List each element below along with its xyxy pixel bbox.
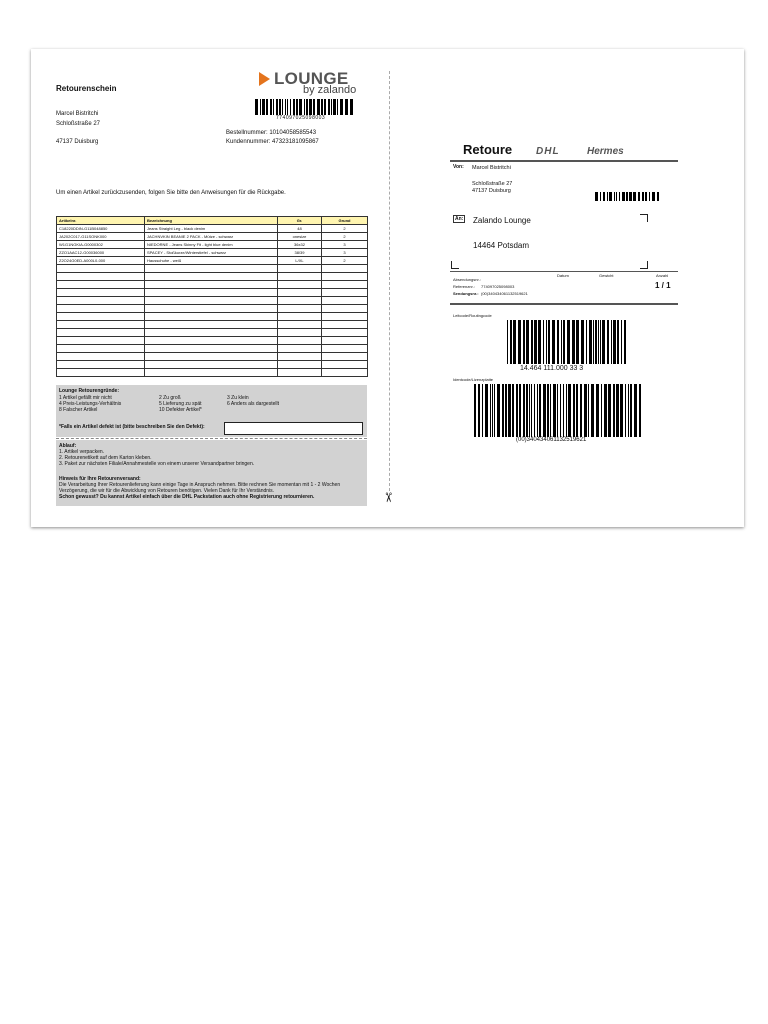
- table-cell: [57, 353, 145, 361]
- identcode-label: Identcode/Lizenzplatte: [453, 377, 494, 382]
- table-cell: 2: [322, 257, 368, 265]
- gewicht-label: Gewicht: [599, 273, 614, 278]
- table-cell: [322, 297, 368, 305]
- table-cell: L/XL: [278, 257, 322, 265]
- defect-input[interactable]: [224, 422, 363, 435]
- table-cell: [145, 281, 278, 289]
- step-1: 1. Artikel verpacken.: [59, 449, 105, 455]
- hint-line-3: Schon gewusst? Du kannst Artikel einfach über die DHL Packstation auch ohne Registrierung retournieren.: [59, 494, 315, 500]
- table-cell: [57, 313, 145, 321]
- label-rule-2: [450, 303, 678, 305]
- table-cell: [278, 369, 322, 377]
- reason-item: 8 Falscher Artikel: [59, 407, 98, 413]
- customer-street: Schloßstraße 27: [56, 121, 101, 127]
- items-table-wrap: [56, 216, 368, 377]
- address-corner-tr: [640, 214, 648, 222]
- table-row: [57, 289, 368, 297]
- table-row: [57, 281, 368, 289]
- slip-title: Retourenschein: [56, 84, 117, 93]
- table-cell: [57, 265, 145, 273]
- table-row: [57, 369, 368, 377]
- table-cell: [57, 281, 145, 289]
- barcode-gap: [659, 192, 660, 201]
- table-cell: [278, 273, 322, 281]
- table-cell: [322, 321, 368, 329]
- to-name: Zalando Lounge: [473, 216, 531, 225]
- table-row: [57, 329, 368, 337]
- table-cell: [145, 321, 278, 329]
- referenz-value: 774097025098003: [481, 284, 515, 289]
- reason-item: 2 Zu groß: [159, 395, 181, 401]
- order-barcode-number: 774097025098003: [276, 115, 326, 121]
- barcode-gap: [353, 99, 355, 115]
- table-cell: [57, 329, 145, 337]
- table-cell: ZZO1AAC12-G00036000: [57, 249, 145, 257]
- table-cell: [322, 273, 368, 281]
- retoure-title: Retoure: [463, 142, 513, 157]
- reason-item: 3 Zu klein: [227, 395, 249, 401]
- table-cell: 48: [278, 225, 322, 233]
- hint-title: Hinweis für Ihre Retourenversand:: [59, 476, 141, 482]
- anzahl-label: Anzahl: [656, 273, 669, 278]
- step-3: 3. Paket zur nächsten Filiale/Annahmestelle von einem unserer Versandpartner bringen.: [59, 461, 255, 467]
- table-row: [57, 257, 368, 265]
- table-cell: [57, 297, 145, 305]
- identcode-barcode: [474, 384, 645, 437]
- table-cell: [57, 289, 145, 297]
- table-cell: [278, 281, 322, 289]
- order-number: Bestellnummer: 10104058585543: [226, 130, 317, 136]
- table-row: [57, 353, 368, 361]
- table-cell: [322, 281, 368, 289]
- table-cell: [278, 305, 322, 313]
- reason-item: 6 Anders als dargestellt: [227, 401, 279, 407]
- table-row: [57, 305, 368, 313]
- table-cell: 2: [322, 233, 368, 241]
- address-corner-bl: [451, 261, 459, 269]
- header-article: Artikelnr.: [57, 217, 145, 225]
- table-cell: [145, 289, 278, 297]
- sendung-label: Sendungsnr.:: [453, 291, 479, 296]
- reasons-box: [56, 385, 367, 437]
- sendung-value: (00)340434061132519621: [481, 291, 528, 296]
- barcode-gap: [641, 384, 643, 437]
- identcode-number: (00)340434061132519621: [516, 437, 587, 443]
- address-corner-br: [640, 261, 648, 269]
- table-cell: Jeans Straight Leg - black denim: [145, 225, 278, 233]
- table-row: [57, 321, 368, 329]
- to-city: 14464 Potsdam: [473, 241, 530, 250]
- table-cell: JA202C017-G11SONK000: [57, 233, 145, 241]
- steps-title: Ablauf:: [59, 443, 77, 449]
- table-cell: [278, 345, 322, 353]
- customer-city: 47137 Duisburg: [56, 139, 99, 145]
- reason-item: 5 Lieferung zu spät: [159, 401, 202, 407]
- table-cell: [145, 265, 278, 273]
- table-cell: [57, 369, 145, 377]
- table-row: [57, 265, 368, 273]
- table-cell: [145, 305, 278, 313]
- divider: [56, 438, 367, 439]
- table-cell: [322, 305, 368, 313]
- step-2: 2. Retourenetikett auf dem Karton kleben.: [59, 455, 152, 461]
- from-street: Schloßstraße 27: [472, 181, 513, 187]
- table-row: [57, 225, 368, 233]
- datum-label: Datum: [557, 273, 569, 278]
- table-cell: [322, 265, 368, 273]
- table-cell: [145, 337, 278, 345]
- table-cell: [145, 345, 278, 353]
- logo-word: LOUNGE: [274, 69, 349, 88]
- reason-item: 10 Defekter Artikel*: [159, 407, 202, 413]
- instructions-text: Um einen Artikel zurückzusenden, folgen Sie bitte den Anweisungen für die Rückgabe.: [56, 190, 286, 196]
- table-cell: onesize: [278, 233, 322, 241]
- header-description: Bezeichnung: [145, 217, 278, 225]
- table-cell: 2: [322, 225, 368, 233]
- table-cell: JACHNVKIN BEANIE 2 PACK - Mütze - schwarz: [145, 233, 278, 241]
- table-row: [57, 233, 368, 241]
- referenz-label: Referenznr.:: [453, 284, 475, 289]
- table-cell: [145, 297, 278, 305]
- reason-item: 1 Artikel gefällt mir nicht: [59, 395, 112, 401]
- table-row: [57, 345, 368, 353]
- hint-line-1: Die Verarbeitung Ihrer Retourenlieferung kann einige Tage in Anspruch nehmen. Bitte rechnen Sie momentan mit 1 - 2 Wochen: [59, 482, 341, 488]
- defect-label: *Falls ein Artikel defekt ist (bitte beschreiben Sie den Defekt):: [59, 424, 205, 430]
- sender-barcode: [595, 192, 661, 201]
- table-cell: [278, 321, 322, 329]
- table-cell: [322, 329, 368, 337]
- table-cell: Z2O24G0ED-A000L0-000: [57, 257, 145, 265]
- table-cell: NIEDORNE - Jeans Skinny Fit - light blue denim: [145, 241, 278, 249]
- table-cell: [145, 329, 278, 337]
- table-cell: [278, 361, 322, 369]
- table-cell: 3: [322, 249, 368, 257]
- table-cell: [278, 313, 322, 321]
- customer-number: Kundennummer: 47323181095867: [226, 139, 319, 145]
- logo-sub: by zalando: [303, 84, 357, 96]
- table-cell: [322, 361, 368, 369]
- dhl-logo: DHL: [536, 146, 560, 157]
- reasons-title: Lounge Retourengründe:: [59, 388, 119, 394]
- header-reason: Grund: [322, 217, 368, 225]
- table-cell: [322, 345, 368, 353]
- customer-name: Marcel Bistritchi: [56, 111, 99, 117]
- table-cell: C18220DDIN-G11B048850: [57, 225, 145, 233]
- table-cell: W1G1NGKIA-G0000302: [57, 241, 145, 249]
- table-cell: [145, 361, 278, 369]
- table-row: [57, 337, 368, 345]
- order-barcode: [255, 99, 355, 115]
- label-top-rule: [450, 160, 678, 162]
- play-icon: [259, 72, 270, 86]
- from-city: 47137 Duisburg: [472, 188, 511, 194]
- table-cell: [57, 361, 145, 369]
- table-cell: Hausschuhe - weiß: [145, 257, 278, 265]
- hermes-logo: Hermes: [587, 146, 624, 157]
- table-row: [57, 249, 368, 257]
- table-row: [57, 313, 368, 321]
- return-slip-sheet: [31, 49, 744, 527]
- barcode-gap: [626, 320, 627, 364]
- leitcode-number: 14.464 111.000 33 3: [520, 365, 584, 372]
- table-cell: [57, 273, 145, 281]
- items-table: [56, 216, 368, 377]
- table-row: [57, 241, 368, 249]
- cut-line: [389, 71, 390, 491]
- table-cell: [278, 289, 322, 297]
- table-cell: [322, 353, 368, 361]
- anzahl-value: 1 / 1: [655, 281, 671, 290]
- table-cell: [57, 321, 145, 329]
- table-cell: [145, 353, 278, 361]
- to-label: An:: [455, 216, 464, 222]
- table-row: [57, 297, 368, 305]
- hint-line-2: Verzögerung, die wir für die Abwicklung von Retouren benötigen. Vielen Dank für Ihr Verständnis.: [59, 488, 275, 494]
- table-cell: [57, 345, 145, 353]
- leitcode-barcode: [507, 320, 629, 364]
- table-cell: 38/39: [278, 249, 322, 257]
- table-cell: [145, 273, 278, 281]
- table-row: [57, 273, 368, 281]
- table-cell: [278, 329, 322, 337]
- reason-item: 4 Preis-Leistungs-Verhältnis: [59, 401, 122, 407]
- from-label: Von:: [453, 164, 464, 170]
- table-cell: [145, 313, 278, 321]
- label-mid-rule: [450, 271, 678, 272]
- table-cell: [57, 305, 145, 313]
- lounge-logo: [259, 69, 359, 97]
- table-row: [57, 361, 368, 369]
- leitcode-label: Leitcode/Routingcode: [453, 313, 492, 318]
- table-cell: [278, 337, 322, 345]
- table-cell: [322, 369, 368, 377]
- table-cell: [322, 337, 368, 345]
- from-name: Marcel Bistritchi: [472, 165, 511, 171]
- table-cell: 3: [322, 241, 368, 249]
- scissors-icon: ✂: [380, 492, 396, 503]
- table-cell: [278, 353, 322, 361]
- table-cell: 36x32: [278, 241, 322, 249]
- header-size: Gr.: [278, 217, 322, 225]
- table-cell: [278, 265, 322, 273]
- table-cell: SPACEY - Stoßkurze/Winterstiefel - schwarz: [145, 249, 278, 257]
- table-cell: [322, 289, 368, 297]
- steps-box: [56, 440, 367, 506]
- table-cell: [57, 337, 145, 345]
- table-cell: [278, 297, 322, 305]
- table-cell: [145, 369, 278, 377]
- absender-label: Absendungsnr.:: [453, 277, 481, 282]
- table-cell: [322, 313, 368, 321]
